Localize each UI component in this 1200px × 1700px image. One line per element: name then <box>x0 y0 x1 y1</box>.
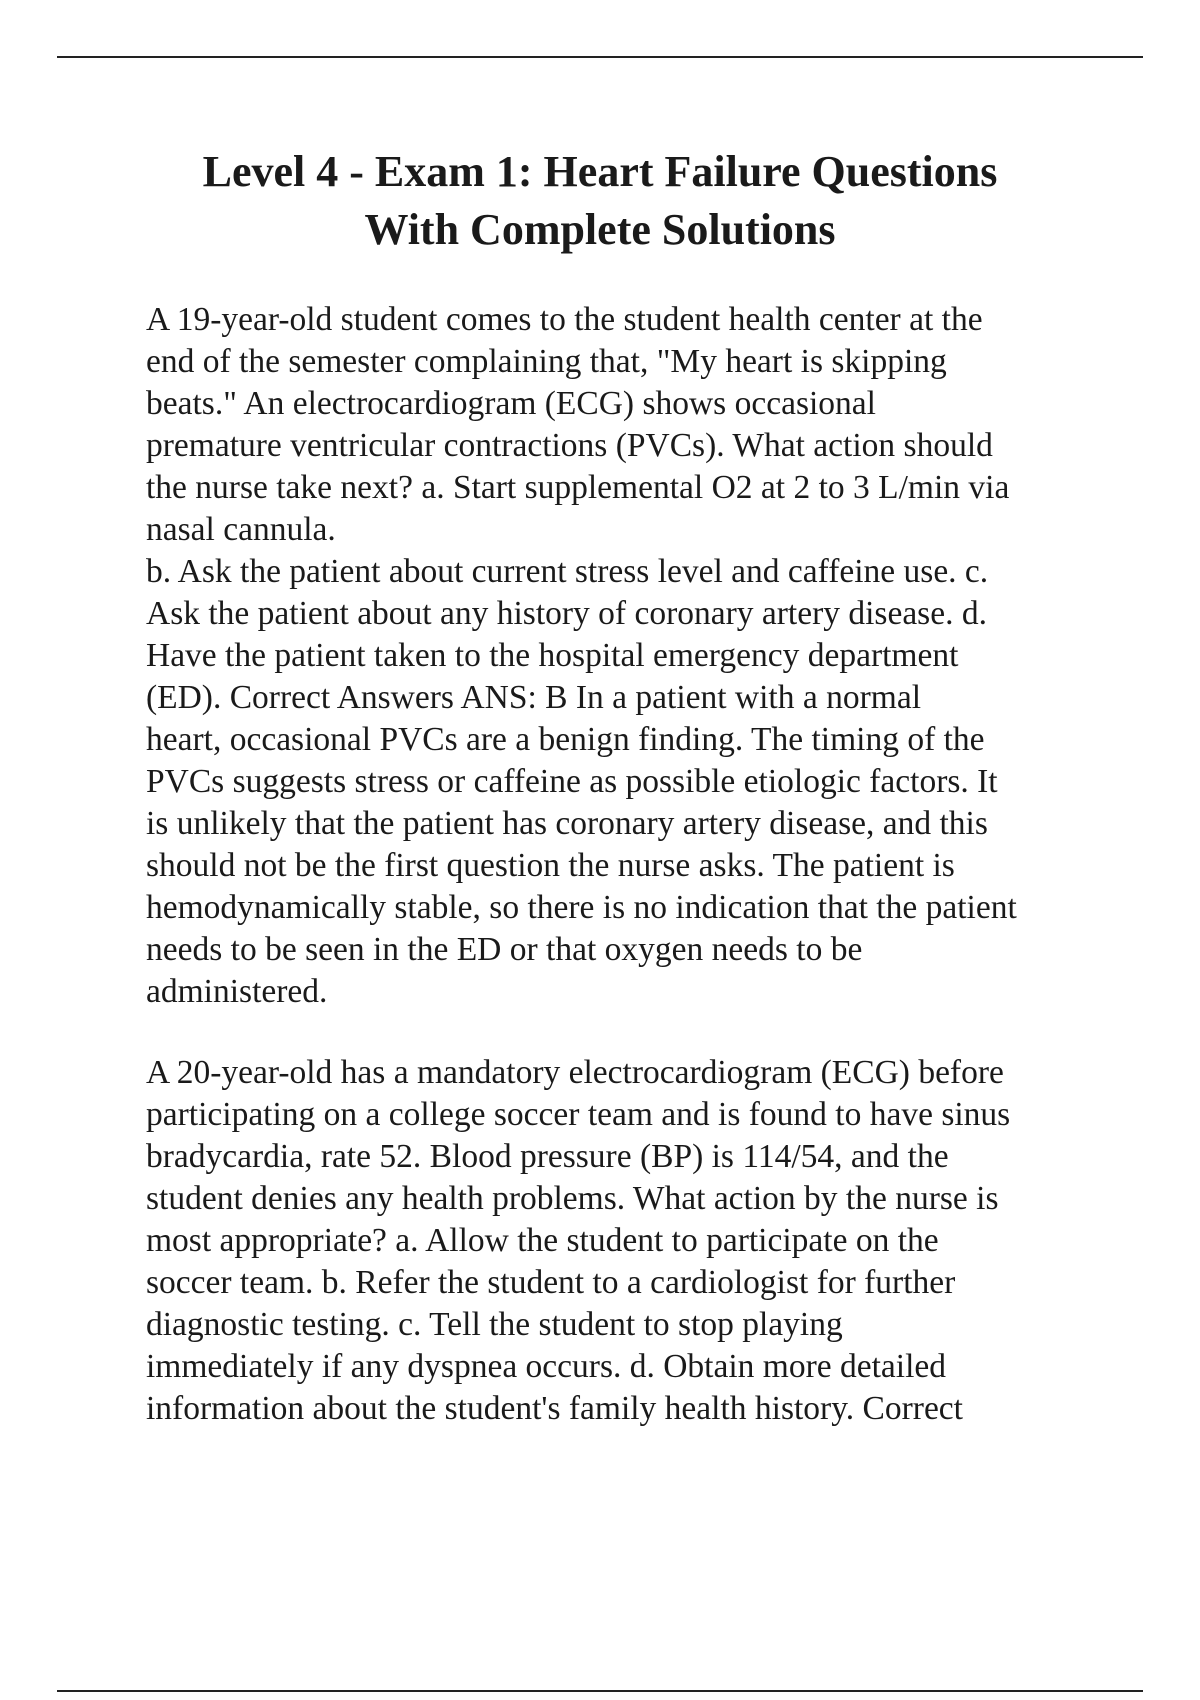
text-line: is unlikely that the patient has coronary artery disease, and this <box>146 805 988 842</box>
text-line: end of the semester complaining that, "My heart is skipping <box>146 343 947 380</box>
text-line: immediately if any dyspnea occurs. d. Obtain more detailed <box>146 1348 947 1385</box>
title-line-2: With Complete Solutions <box>364 205 836 254</box>
text-line: student denies any health problems. What action by the nurse is <box>146 1180 999 1217</box>
text-line: should not be the first question the nurse asks. The patient is <box>146 847 955 884</box>
text-line: hemodynamically stable, so there is no indication that the patient <box>146 889 1017 926</box>
text-line: nasal cannula. <box>146 511 336 548</box>
top-rule <box>57 56 1143 58</box>
text-line: information about the student's family health history. Correct <box>146 1390 963 1427</box>
text-line: most appropriate? a. Allow the student to participate on the <box>146 1222 939 1259</box>
text-line: bradycardia, rate 52. Blood pressure (BP) is 114/54, and the <box>146 1138 949 1175</box>
text-line: participating on a college soccer team and is found to have sinus <box>146 1096 1011 1133</box>
text-line: beats." An electrocardiogram (ECG) shows occasional <box>146 385 876 422</box>
text-line: A 19-year-old student comes to the student health center at the <box>146 301 983 338</box>
text-line: administered. <box>146 973 328 1010</box>
text-line: Ask the patient about any history of coronary artery disease. d. <box>146 595 987 632</box>
text-line: A 20-year-old has a mandatory electrocardiogram (ECG) before <box>146 1054 1004 1091</box>
text-line: (ED). Correct Answers ANS: B In a patient with a normal <box>146 679 921 716</box>
text-line: premature ventricular contractions (PVCs). What action should <box>146 427 993 464</box>
text-line: the nurse take next? a. Start supplemental O2 at 2 to 3 L/min via <box>146 469 1010 506</box>
question-1-paragraph <box>146 299 1106 1013</box>
bottom-rule <box>57 1690 1143 1692</box>
text-line: needs to be seen in the ED or that oxygen needs to be <box>146 931 863 968</box>
question-2-paragraph <box>146 1052 1106 1430</box>
text-line: PVCs suggests stress or caffeine as possible etiologic factors. It <box>146 763 998 800</box>
text-line: b. Ask the patient about current stress level and caffeine use. c. <box>146 553 989 590</box>
text-line: Have the patient taken to the hospital emergency department <box>146 637 959 674</box>
text-line: soccer team. b. Refer the student to a cardiologist for further <box>146 1264 956 1301</box>
text-line: diagnostic testing. c. Tell the student to stop playing <box>146 1306 843 1343</box>
document-title <box>60 143 1140 259</box>
title-line-1: Level 4 - Exam 1: Heart Failure Questions <box>202 147 998 196</box>
text-line: heart, occasional PVCs are a benign finding. The timing of the <box>146 721 985 758</box>
